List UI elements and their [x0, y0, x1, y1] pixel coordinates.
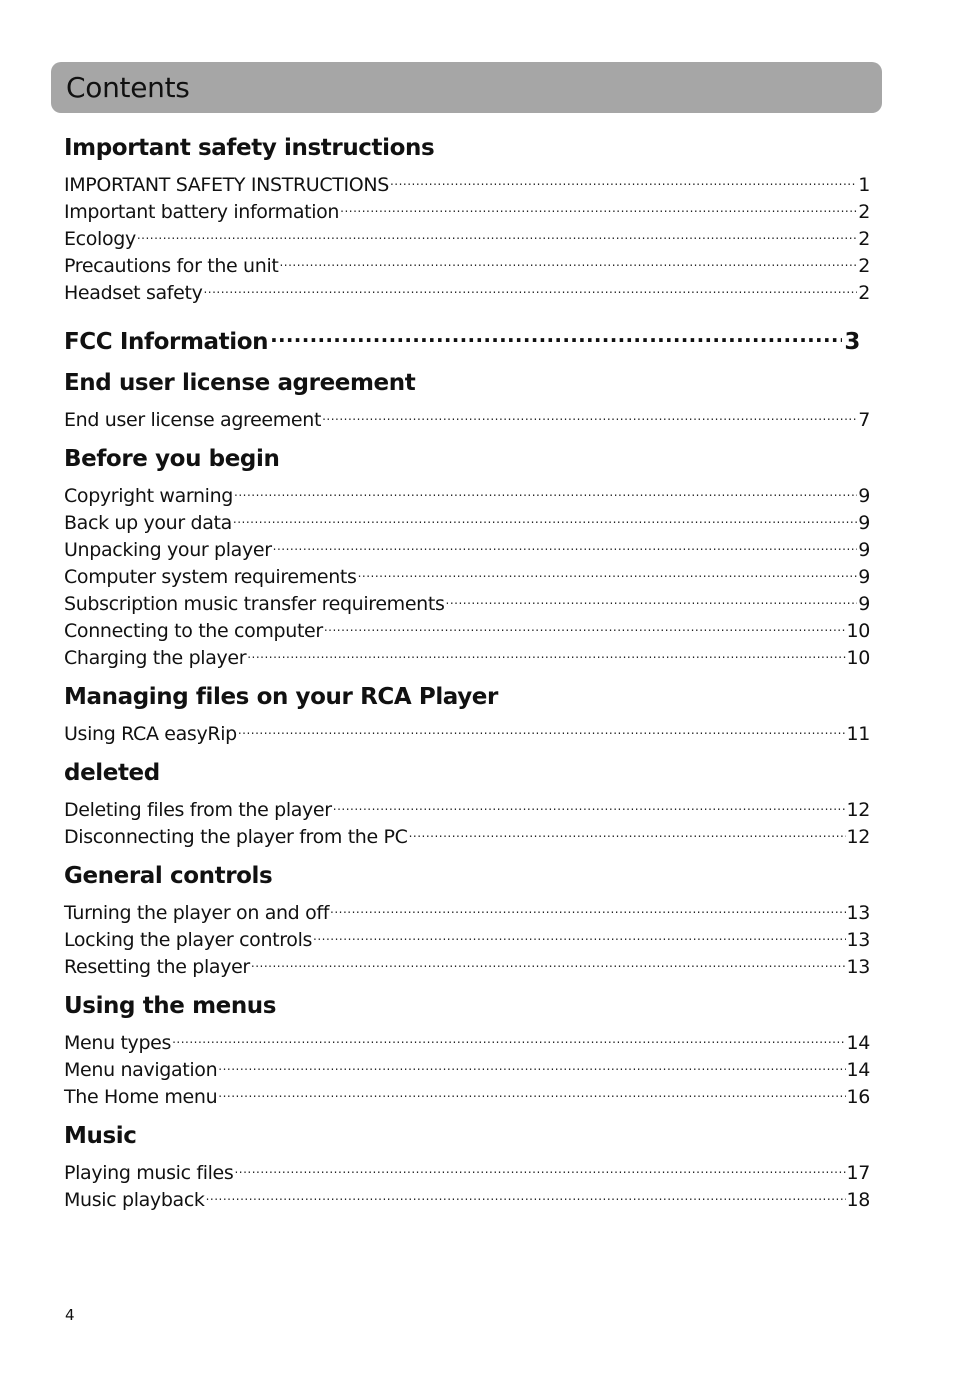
section-heading[interactable]: General controls: [64, 863, 273, 889]
entry-label: Menu types: [64, 1032, 172, 1054]
toc-entry[interactable]: [64, 1152, 870, 1184]
dot-leader: [218, 1076, 845, 1103]
entry-label: Precautions for the unit: [64, 255, 279, 277]
section-heading[interactable]: Using the menus: [64, 993, 277, 1019]
dot-leader: [358, 556, 858, 583]
entry-label: Disconnecting the player from the PC: [64, 826, 408, 848]
dot-leader: [234, 475, 857, 502]
entry-page: 3: [844, 329, 860, 355]
entry-page: 16: [846, 1086, 870, 1108]
entry-page: 17: [846, 1162, 870, 1184]
toc-section: [64, 682, 870, 745]
entry-label: Ecology: [64, 228, 136, 250]
section-heading[interactable]: Before you begin: [64, 446, 280, 472]
entry-label: Charging the player: [64, 647, 247, 669]
entry-page: 11: [846, 723, 870, 745]
dot-leader: [137, 218, 857, 245]
section-heading[interactable]: Music: [64, 1123, 137, 1149]
toc-section: [64, 861, 870, 978]
toc-entry[interactable]: [64, 399, 870, 431]
dot-leader: [218, 1049, 845, 1076]
entry-page: 14: [846, 1032, 870, 1054]
dot-leader: [313, 919, 845, 946]
entry-page: 10: [846, 620, 870, 642]
dot-leader: [206, 1179, 846, 1206]
entry-label: Menu navigation: [64, 1059, 218, 1081]
entry-label: Subscription music transfer requirements: [64, 593, 445, 615]
entry-page: 14: [846, 1059, 870, 1081]
entry-label: Resetting the player: [64, 956, 250, 978]
entry-page: 9: [858, 566, 870, 588]
toc-entry[interactable]: [64, 1049, 870, 1081]
entry-page: 12: [846, 799, 870, 821]
dot-leader: [233, 502, 857, 529]
page-number: 4: [65, 1306, 75, 1324]
toc-entry[interactable]: [64, 1022, 870, 1054]
entry-page: 9: [858, 485, 870, 507]
toc-entry[interactable]: [64, 892, 870, 924]
contents-banner: [51, 62, 882, 113]
entry-label: Copyright warning: [64, 485, 234, 507]
toc-section: [64, 444, 870, 669]
dot-leader: [172, 1022, 845, 1049]
toc-entry[interactable]: [64, 789, 870, 821]
table-of-contents: [64, 133, 870, 1211]
entry-page: 2: [858, 201, 870, 223]
entry-label: End user license agreement: [64, 409, 322, 431]
dot-leader: [390, 164, 857, 191]
dot-leader: [324, 610, 846, 637]
dot-leader: [203, 272, 857, 299]
toc-section: [64, 758, 870, 848]
entry-label: Using RCA easyRip: [64, 723, 237, 745]
entry-page: 9: [858, 593, 870, 615]
toc-section: [64, 1121, 870, 1211]
dot-leader: [330, 892, 845, 919]
toc-entry-fcc[interactable]: [64, 318, 860, 355]
section-heading[interactable]: deleted: [64, 760, 160, 786]
entry-page: 13: [846, 929, 870, 951]
entry-label: Back up your data: [64, 512, 232, 534]
toc-entry[interactable]: [64, 218, 870, 250]
toc-entry[interactable]: [64, 164, 870, 196]
section-heading[interactable]: Managing files on your RCA Player: [64, 684, 498, 710]
section-heading[interactable]: End user license agreement: [64, 370, 416, 396]
dot-leader: [279, 245, 857, 272]
entry-label: Important battery information: [64, 201, 340, 223]
entry-label: Turning the player on and off: [64, 902, 330, 924]
dot-leader: [238, 713, 846, 740]
entry-page: 2: [858, 282, 870, 304]
entry-page: 9: [858, 512, 870, 534]
entry-label: Unpacking your player: [64, 539, 272, 561]
toc-section: [64, 368, 870, 431]
toc-section: [64, 318, 870, 355]
dot-leader: [247, 637, 845, 664]
toc-section: [64, 133, 870, 304]
entry-page: 12: [846, 826, 870, 848]
entry-label: IMPORTANT SAFETY INSTRUCTIONS: [64, 174, 389, 196]
entry-page: 13: [846, 956, 870, 978]
toc-entry[interactable]: [64, 245, 870, 277]
dot-leader: [340, 191, 857, 218]
toc-entry[interactable]: [64, 475, 870, 507]
entry-label: Music playback: [64, 1189, 205, 1211]
entry-label: Playing music files: [64, 1162, 234, 1184]
dot-leader: [251, 946, 846, 973]
entry-page: 9: [858, 539, 870, 561]
dot-leader: [409, 816, 846, 843]
entry-page: 18: [846, 1189, 870, 1211]
toc-section: [64, 991, 870, 1108]
entry-label: The Home menu: [64, 1086, 218, 1108]
toc-entry[interactable]: [64, 713, 870, 745]
entry-label: Headset safety: [64, 282, 203, 304]
entry-page: 2: [858, 228, 870, 250]
entry-label: Computer system requirements: [64, 566, 357, 588]
entry-label: Connecting to the computer: [64, 620, 323, 642]
entry-page: 10: [846, 647, 870, 669]
dot-leader: [270, 318, 842, 349]
section-heading: FCC Information: [64, 329, 269, 355]
dot-leader: [322, 399, 857, 426]
entry-label: Locking the player controls: [64, 929, 313, 951]
page-title: Contents: [66, 71, 190, 104]
entry-page: 7: [858, 409, 870, 431]
entry-label: Deleting files from the player: [64, 799, 332, 821]
dot-leader: [333, 789, 846, 816]
entry-page: 2: [858, 255, 870, 277]
entry-page: 13: [846, 902, 870, 924]
dot-leader: [273, 529, 858, 556]
section-heading[interactable]: Important safety instructions: [64, 135, 435, 161]
dot-leader: [446, 583, 858, 610]
entry-page: 1: [858, 174, 870, 196]
dot-leader: [234, 1152, 845, 1179]
